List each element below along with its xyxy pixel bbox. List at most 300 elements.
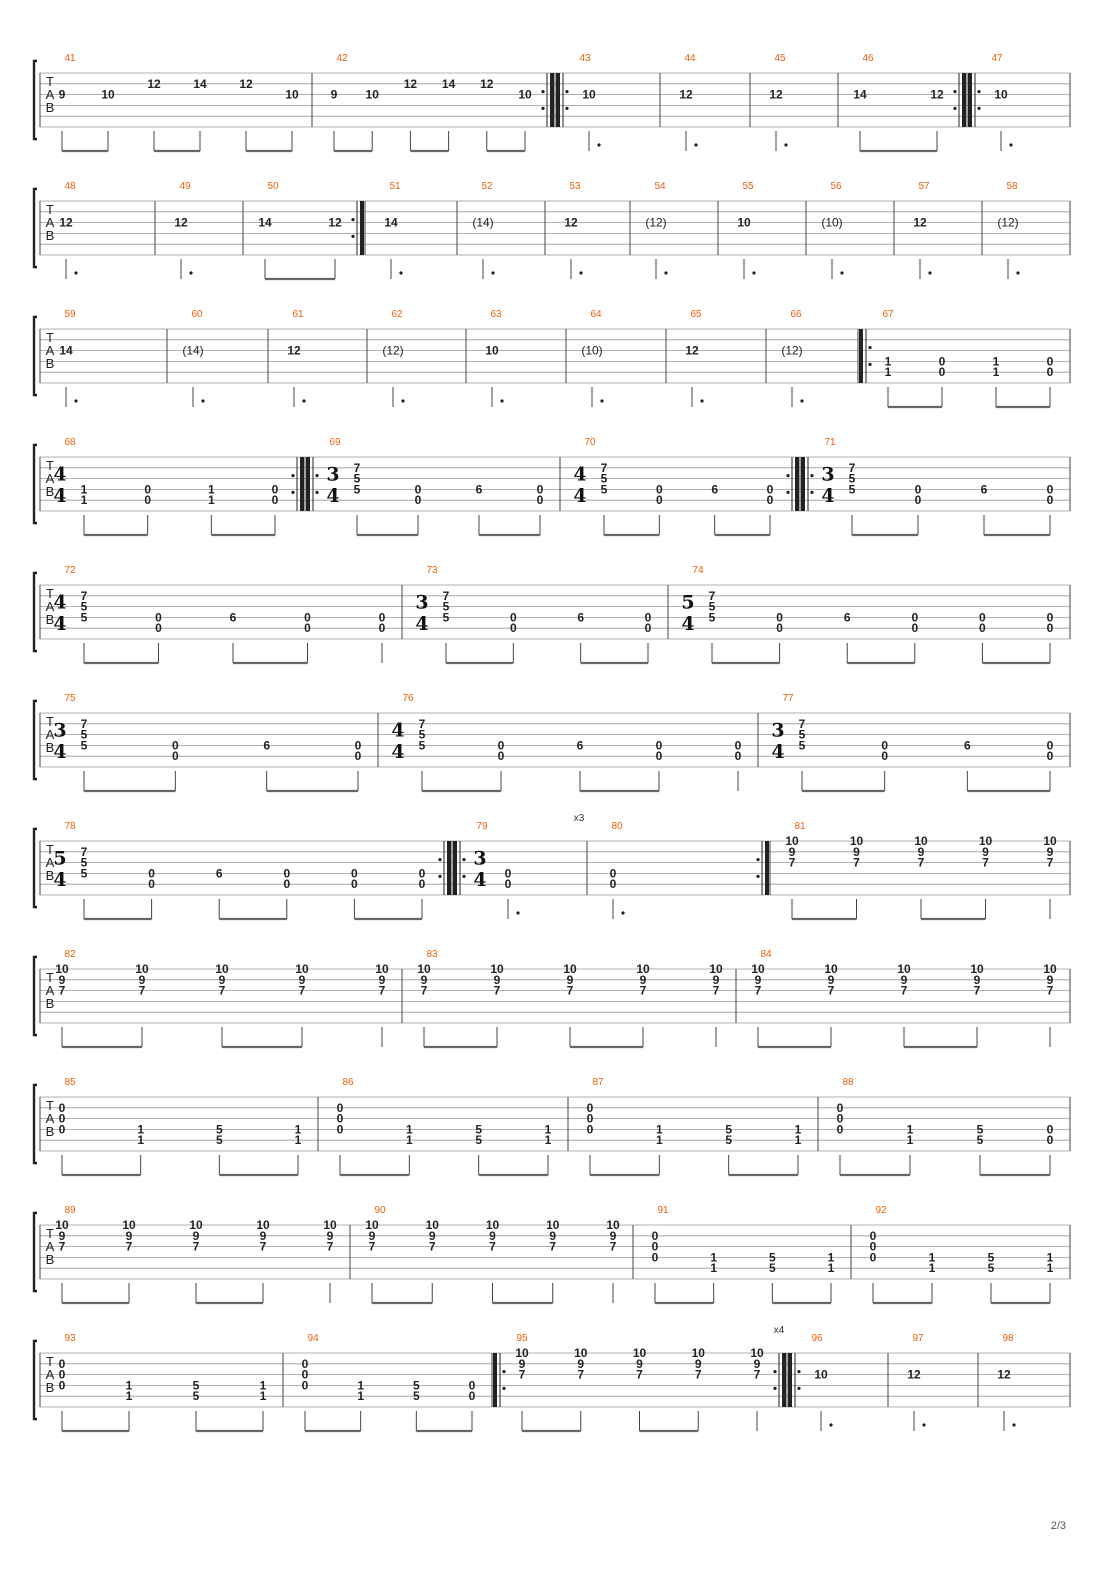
fret-number: (10) xyxy=(581,343,603,358)
time-signature-bottom: 4 xyxy=(681,613,695,636)
time-signature-bottom: 4 xyxy=(53,869,67,892)
system-bracket xyxy=(34,445,37,523)
time-signature-top: 4 xyxy=(53,463,67,486)
measure-number: 65 xyxy=(690,309,702,320)
fret-number: 7 xyxy=(708,588,716,603)
fret-number: 12 xyxy=(997,1367,1011,1382)
fret-number: 1 xyxy=(405,1133,413,1148)
fret-number: 6 xyxy=(229,610,237,625)
dot xyxy=(784,143,787,146)
fret-number: 5 xyxy=(725,1133,733,1148)
fret-number: 9 xyxy=(420,972,428,987)
measure xyxy=(53,437,304,535)
fret-number: 5 xyxy=(412,1378,420,1393)
fret-number: 7 xyxy=(566,983,574,998)
fret-number: 1 xyxy=(710,1250,718,1265)
repeat-dot xyxy=(977,107,980,110)
repeat-start-bar xyxy=(493,1353,497,1407)
measure-number: 95 xyxy=(516,1333,528,1344)
fret-number: 0 xyxy=(58,1367,66,1382)
measure xyxy=(53,693,361,791)
fret-number: 7 xyxy=(493,983,501,998)
fret-number: 6 xyxy=(576,738,584,753)
system-bracket xyxy=(34,61,37,139)
fret-number: 10 xyxy=(636,962,650,976)
fret-number: 9 xyxy=(298,972,306,987)
measure xyxy=(800,437,1054,535)
time-signature-bottom: 4 xyxy=(473,869,487,892)
measure-number: 85 xyxy=(64,1077,76,1088)
fret-number: 9 xyxy=(259,1228,267,1243)
fret-number: 10 xyxy=(849,834,864,848)
fret-number: 10 xyxy=(1043,962,1057,976)
fret-number: 0 xyxy=(155,621,162,636)
fret-number: 9 xyxy=(917,844,925,859)
measure-number: 42 xyxy=(336,53,348,64)
fret-number: 0 xyxy=(497,738,505,753)
measure xyxy=(718,181,756,279)
tab-clef-letter: T xyxy=(46,1354,54,1369)
tab-clef-letter: A xyxy=(45,215,55,230)
fret-number: 6 xyxy=(577,610,585,625)
measure-number: 86 xyxy=(342,1077,354,1088)
fret-number: 0 xyxy=(655,493,663,508)
fret-number: (14) xyxy=(182,343,204,358)
measure-number: 77 xyxy=(782,693,794,704)
fret-number: 0 xyxy=(418,877,426,892)
fret-number: 9 xyxy=(982,844,989,859)
fret-number: 7 xyxy=(1046,983,1054,998)
fret-number: 1 xyxy=(259,1389,267,1404)
fret-number: 14 xyxy=(193,76,207,91)
fret-number: 0 xyxy=(914,493,922,508)
fret-number: 1 xyxy=(207,482,215,497)
fret-number: 7 xyxy=(428,1239,436,1254)
system-bracket xyxy=(34,1213,37,1291)
fret-number: 0 xyxy=(651,1239,659,1254)
repeat-start-bar xyxy=(859,329,863,383)
fret-number: 5 xyxy=(976,1122,984,1137)
measure-number: 69 xyxy=(329,437,341,448)
fret-number: 9 xyxy=(58,972,66,987)
fret-number: 1 xyxy=(884,365,892,380)
measure xyxy=(243,181,364,279)
fret-number: 0 xyxy=(414,482,422,497)
fret-number: 0 xyxy=(869,1239,877,1254)
fret-number: 0 xyxy=(58,1356,66,1371)
measure xyxy=(818,1077,1054,1175)
repeat-dot xyxy=(756,858,759,861)
fret-number: 6 xyxy=(843,610,851,625)
fret-number: 1 xyxy=(827,1250,835,1265)
fret-number: 10 xyxy=(632,1346,647,1360)
fret-number: 10 xyxy=(914,834,928,848)
tab-clef-letter: A xyxy=(45,1111,55,1126)
system-bracket xyxy=(34,317,37,395)
repeat-count-label: x4 xyxy=(773,1325,785,1336)
system-bracket xyxy=(34,1085,37,1163)
fret-number: 10 xyxy=(970,962,984,976)
measure xyxy=(630,181,668,279)
fret-number: 7 xyxy=(577,1367,585,1382)
fret-number: 9 xyxy=(973,972,981,987)
fret-number: 1 xyxy=(794,1133,802,1148)
tab-system xyxy=(34,693,1070,791)
measure-number: 55 xyxy=(742,181,754,192)
fret-number: 9 xyxy=(566,972,574,987)
measure xyxy=(59,1333,267,1431)
measure-number: 43 xyxy=(579,53,591,64)
fret-number: 0 xyxy=(836,1111,844,1126)
fret-number: 0 xyxy=(651,1250,659,1265)
tab-clef-letter: B xyxy=(45,100,55,115)
fret-number: 0 xyxy=(336,1100,344,1115)
fret-number: 0 xyxy=(509,610,517,625)
fret-number: 0 xyxy=(271,482,279,497)
fret-number: 0 xyxy=(586,1100,594,1115)
fret-number: 5 xyxy=(442,599,450,614)
fret-number: 0 xyxy=(336,1122,344,1137)
fret-number: 5 xyxy=(708,599,716,614)
system-bracket xyxy=(34,701,37,779)
repeat-dot xyxy=(565,107,568,110)
fret-number: 1 xyxy=(1046,1250,1054,1265)
measure xyxy=(466,309,504,407)
measure-number: 96 xyxy=(811,1333,823,1344)
time-signature-top: 4 xyxy=(53,591,67,614)
fret-number: 0 xyxy=(1046,610,1054,625)
tab-clef-letter: T xyxy=(46,458,54,473)
fret-number: 10 xyxy=(417,962,431,976)
fret-number: 0 xyxy=(304,621,311,636)
repeat-dot xyxy=(797,1387,800,1390)
fret-number: 10 xyxy=(425,1218,439,1232)
tab-clef-letter: T xyxy=(46,330,54,345)
system-bracket xyxy=(34,957,37,1035)
measure xyxy=(750,53,788,151)
fret-number: 10 xyxy=(215,962,229,976)
fret-number: 0 xyxy=(869,1250,877,1265)
dot xyxy=(1009,143,1012,146)
fret-number: 10 xyxy=(295,962,309,976)
fret-number: 0 xyxy=(655,482,663,497)
dot xyxy=(189,271,192,274)
tab-clef-letter: T xyxy=(46,1098,54,1113)
time-signature-top: 3 xyxy=(53,719,67,742)
measure xyxy=(59,53,299,151)
repeat-start-bar xyxy=(306,457,310,511)
fret-number: 0 xyxy=(979,621,986,636)
fret-number: 12 xyxy=(403,76,418,91)
measure-number: 49 xyxy=(179,181,191,192)
tab-clef-letter: T xyxy=(46,74,54,89)
fret-number: 5 xyxy=(192,1389,200,1404)
dot xyxy=(500,399,503,402)
measure-number: 71 xyxy=(824,437,836,448)
fret-number: 0 xyxy=(304,610,311,625)
fret-number: 7 xyxy=(420,983,428,998)
fret-number: 7 xyxy=(58,1239,66,1254)
fret-number: 6 xyxy=(475,482,483,497)
system-bracket xyxy=(34,1341,37,1419)
fret-number: (12) xyxy=(997,215,1019,230)
fret-number: 10 xyxy=(606,1218,620,1232)
fret-number: 10 xyxy=(824,962,838,976)
measure-number: 78 xyxy=(64,821,76,832)
fret-number: 7 xyxy=(192,1239,200,1254)
fret-number: 12 xyxy=(147,76,161,91)
fret-number: 7 xyxy=(549,1239,557,1254)
measure xyxy=(766,309,804,407)
fret-number: 1 xyxy=(928,1261,936,1276)
fret-number: 0 xyxy=(881,749,889,764)
measure-number: 70 xyxy=(584,437,596,448)
measure-number: 50 xyxy=(267,181,279,192)
fret-number: 5 xyxy=(768,1250,776,1265)
fret-number: 0 xyxy=(734,738,742,753)
fret-number: 10 xyxy=(101,87,115,102)
fret-number: 10 xyxy=(737,215,751,230)
measure-number: 75 xyxy=(64,693,76,704)
fret-number: 7 xyxy=(138,983,146,998)
dot xyxy=(621,911,624,914)
fret-number: 12 xyxy=(913,215,927,230)
fret-number: 9 xyxy=(58,1228,66,1243)
time-signature-bottom: 4 xyxy=(53,613,67,636)
tab-clef-letter: T xyxy=(46,1226,54,1241)
measure xyxy=(59,181,77,279)
dot xyxy=(700,399,703,402)
time-signature-top: 4 xyxy=(573,463,587,486)
fret-number: 10 xyxy=(55,1218,69,1232)
fret-number: 6 xyxy=(980,482,988,497)
measure xyxy=(367,309,405,407)
fret-number: 1 xyxy=(137,1122,145,1137)
fret-number: 1 xyxy=(655,1133,663,1148)
repeat-end-bar xyxy=(550,73,554,127)
fret-number: 7 xyxy=(80,844,88,859)
repeat-end-bar xyxy=(782,1353,786,1407)
time-signature-bottom: 4 xyxy=(573,485,587,508)
fret-number: 1 xyxy=(137,1133,145,1148)
tab-clef-letter: A xyxy=(45,471,55,486)
repeat-end-bar xyxy=(360,201,364,255)
fret-number: 0 xyxy=(651,1228,659,1243)
fret-number: 7 xyxy=(639,983,647,998)
repeat-dot xyxy=(810,491,813,494)
fret-number: 5 xyxy=(848,471,856,486)
measure xyxy=(666,309,704,407)
tab-clef-letter: A xyxy=(45,1239,55,1254)
fret-number: 7 xyxy=(712,983,720,998)
fret-number: 12 xyxy=(287,343,301,358)
fret-number: 7 xyxy=(368,1239,376,1254)
fret-number: 5 xyxy=(725,1122,733,1137)
measure xyxy=(978,1333,1016,1431)
fret-number: 10 xyxy=(375,962,389,976)
fret-number: 9 xyxy=(125,1228,133,1243)
fret-number: 14 xyxy=(384,215,398,230)
measure xyxy=(53,565,385,663)
measure xyxy=(858,309,1054,407)
fret-number: 10 xyxy=(256,1218,270,1232)
fret-number: 12 xyxy=(328,215,342,230)
tab-system xyxy=(34,53,1070,151)
measure xyxy=(305,437,544,535)
measure xyxy=(155,181,193,279)
fret-number: 7 xyxy=(58,983,66,998)
fret-number: 1 xyxy=(906,1122,914,1137)
fret-number: 12 xyxy=(907,1367,921,1382)
fret-number: 7 xyxy=(900,983,908,998)
fret-number: 0 xyxy=(301,1367,309,1382)
dot xyxy=(579,271,582,274)
fret-number: 12 xyxy=(239,76,253,91)
tab-clef-letter: A xyxy=(45,1367,55,1382)
measure xyxy=(838,53,966,151)
fret-number: 0 xyxy=(58,1378,66,1393)
measure-number: 72 xyxy=(64,565,76,576)
fret-number: 12 xyxy=(685,343,699,358)
fret-number: 10 xyxy=(485,343,499,358)
fret-number: (12) xyxy=(382,343,404,358)
tab-clef-letter: T xyxy=(46,714,54,729)
measure xyxy=(851,1205,1054,1303)
fret-number: 7 xyxy=(636,1367,643,1382)
repeat-count-label: x3 xyxy=(573,813,585,824)
fret-number: 5 xyxy=(80,738,88,753)
repeat-dot xyxy=(773,1387,776,1390)
fret-number: 5 xyxy=(798,727,806,742)
time-signature-top: 5 xyxy=(681,591,695,614)
repeat-dot xyxy=(462,858,465,861)
fret-number: 5 xyxy=(600,471,608,486)
fret-number: 10 xyxy=(485,1218,500,1232)
fret-number: 0 xyxy=(58,1100,66,1115)
fret-number: 7 xyxy=(298,983,306,998)
tab-clef-letter: B xyxy=(45,612,55,627)
fret-number: 0 xyxy=(468,1389,476,1404)
fret-number: 1 xyxy=(259,1378,267,1393)
fret-number: 7 xyxy=(218,983,226,998)
fret-number: 10 xyxy=(122,1218,136,1232)
fret-number: 0 xyxy=(979,610,986,625)
measure-number: 52 xyxy=(481,181,493,192)
fret-number: 9 xyxy=(609,1228,617,1243)
tab-system xyxy=(34,437,1070,535)
fret-number: 5 xyxy=(600,482,608,497)
dot xyxy=(840,271,843,274)
fret-number: 0 xyxy=(504,877,512,892)
time-signature-top: 3 xyxy=(771,719,785,742)
measure-number: 59 xyxy=(64,309,76,320)
measure-number: 51 xyxy=(389,181,401,192)
fret-number: 0 xyxy=(144,482,152,497)
fret-number: 7 xyxy=(754,983,762,998)
measure-number: 47 xyxy=(991,53,1003,64)
fret-number: 1 xyxy=(125,1389,133,1404)
repeat-dot xyxy=(756,875,759,878)
fret-number: 1 xyxy=(207,493,215,508)
time-signature-bottom: 4 xyxy=(821,485,835,508)
fret-number: 14 xyxy=(441,76,456,91)
fret-number: 0 xyxy=(938,354,946,369)
tab-system xyxy=(34,813,1070,919)
repeat-dot xyxy=(786,491,789,494)
fret-number: 0 xyxy=(504,866,512,881)
fret-number: 0 xyxy=(1046,493,1054,508)
fret-number: 7 xyxy=(1046,855,1054,870)
fret-number: 5 xyxy=(80,599,88,614)
measure-number: 62 xyxy=(391,309,403,320)
fret-number: 0 xyxy=(938,365,946,380)
fret-number: 0 xyxy=(283,866,291,881)
fret-number: 7 xyxy=(80,588,88,603)
system-bracket xyxy=(34,573,37,651)
measure-number: 76 xyxy=(402,693,414,704)
repeat-dot xyxy=(868,363,871,366)
fret-number: 7 xyxy=(518,1367,526,1382)
measure-number: 60 xyxy=(191,309,203,320)
measure xyxy=(378,693,742,791)
fret-number: (12) xyxy=(781,343,803,358)
fret-number: 1 xyxy=(294,1122,302,1137)
measure-number: 58 xyxy=(1006,181,1018,192)
measure xyxy=(574,813,769,919)
fret-number: 1 xyxy=(655,1122,663,1137)
measure-number: 98 xyxy=(1002,1333,1014,1344)
measure xyxy=(967,53,1013,151)
repeat-dot xyxy=(502,1370,505,1373)
time-signature-top: 3 xyxy=(415,591,429,614)
tab-clef-letter: B xyxy=(45,484,55,499)
measure-number: 89 xyxy=(64,1205,76,1216)
measure xyxy=(55,1205,337,1303)
measure-number: 48 xyxy=(64,181,76,192)
repeat-dot xyxy=(565,90,568,93)
repeat-dot xyxy=(541,107,544,110)
measure xyxy=(318,1077,552,1175)
fret-number: 10 xyxy=(365,87,379,102)
fret-number: 0 xyxy=(418,866,426,881)
fret-number: 9 xyxy=(378,972,386,987)
fret-number: 10 xyxy=(751,962,765,976)
fret-number: 7 xyxy=(259,1239,267,1254)
measure-number: 90 xyxy=(374,1205,386,1216)
fret-number: 0 xyxy=(869,1228,877,1243)
fret-number: 7 xyxy=(694,1367,702,1382)
fret-number: 0 xyxy=(734,749,742,764)
fret-number: 0 xyxy=(655,749,663,764)
fret-number: 1 xyxy=(827,1261,835,1276)
repeat-start-bar xyxy=(968,73,972,127)
measure-number: 63 xyxy=(490,309,502,320)
fret-number: 5 xyxy=(987,1250,995,1265)
fret-number: 1 xyxy=(544,1133,552,1148)
repeat-dot xyxy=(786,474,789,477)
fret-number: 9 xyxy=(518,1356,526,1371)
tab-clef-letter: B xyxy=(45,1380,55,1395)
fret-number: 0 xyxy=(171,749,179,764)
fret-number: 9 xyxy=(827,972,835,987)
measure-number: 92 xyxy=(875,1205,887,1216)
fret-number: 10 xyxy=(518,87,532,102)
fret-number: 7 xyxy=(489,1239,496,1254)
dot xyxy=(74,271,77,274)
dot xyxy=(829,1423,832,1426)
repeat-dot xyxy=(351,218,354,221)
tab-clef-letter: T xyxy=(46,970,54,985)
